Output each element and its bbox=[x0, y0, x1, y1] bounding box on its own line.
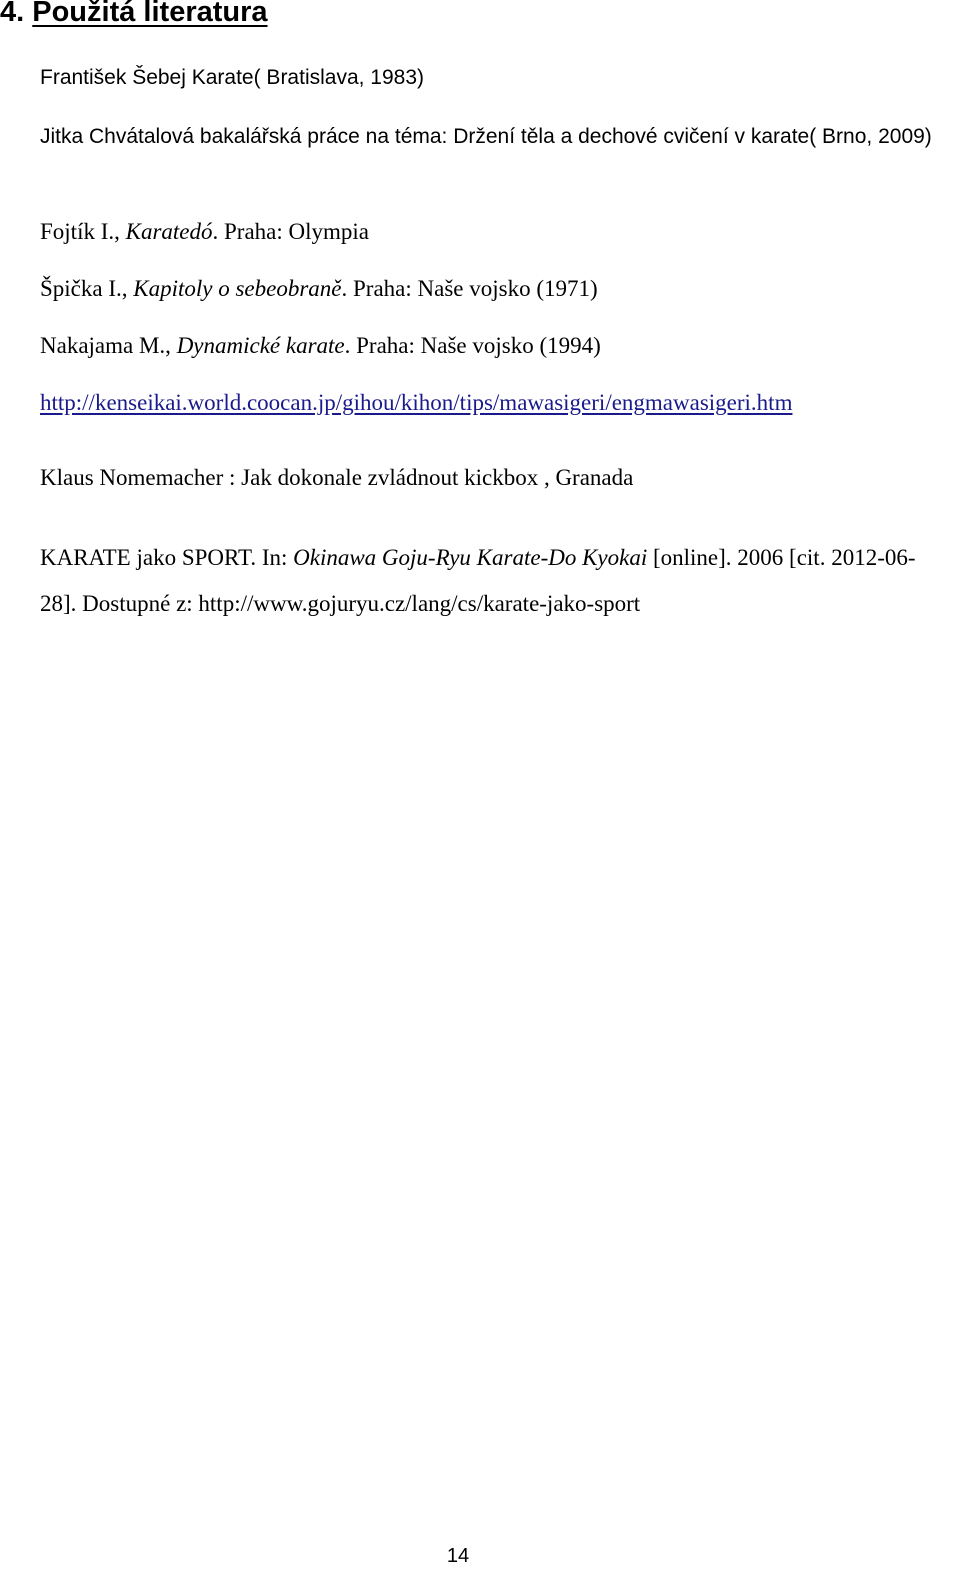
reference-fojtik bbox=[40, 217, 369, 247]
section-number: 4. bbox=[0, 0, 25, 28]
reference-publisher: . Praha: Naše vojsko (1994) bbox=[344, 333, 601, 358]
reference-prefix: KARATE jako SPORT. In: bbox=[40, 545, 294, 570]
reference-book-title: Kapitoly o sebeobraně bbox=[133, 276, 342, 301]
reference-gojuryu bbox=[40, 535, 945, 627]
section-title: Použitá literatura bbox=[32, 0, 268, 28]
reference-book-title: Karatedó bbox=[125, 219, 213, 244]
reference-spicka bbox=[40, 274, 598, 304]
page-number: 14 bbox=[446, 1545, 470, 1567]
reference-link[interactable]: http://kenseikai.world.coocan.jp/gihou/kihon/tips/mawasigeri/engmawasigeri.htm bbox=[40, 390, 793, 415]
reference-details: [online]. 2006 [cit. 2012-06-28]. Dostupné z: http://www.gojuryu.cz/lang/cs/karate-jako-sport bbox=[40, 545, 916, 616]
reference-site-title: Okinawa Goju-Ryu Karate-Do Kyokai bbox=[293, 545, 648, 570]
reference-author: Fojtík I., bbox=[40, 219, 126, 244]
reference-nakajama bbox=[40, 331, 601, 361]
reference-author: Špička I., bbox=[40, 276, 134, 301]
reference-publisher: . Praha: Olympia bbox=[212, 219, 370, 244]
reference-author: Nakajama M., bbox=[40, 333, 177, 358]
reference-nomemacher: Klaus Nomemacher : Jak dokonale zvládnout kickbox , Granada bbox=[40, 465, 634, 490]
reference-publisher: . Praha: Naše vojsko (1971) bbox=[341, 276, 598, 301]
reference-sebej: František Šebej Karate( Bratislava, 1983) bbox=[40, 66, 425, 89]
section-heading bbox=[0, 0, 268, 29]
reference-kenseikai bbox=[40, 388, 792, 418]
reference-chvatalova: Jitka Chvátalová bakalářská práce na téma: Držení těla a dechové cvičení v karate( Brno, 2009) bbox=[40, 125, 932, 148]
reference-book-title: Dynamické karate bbox=[176, 333, 345, 358]
